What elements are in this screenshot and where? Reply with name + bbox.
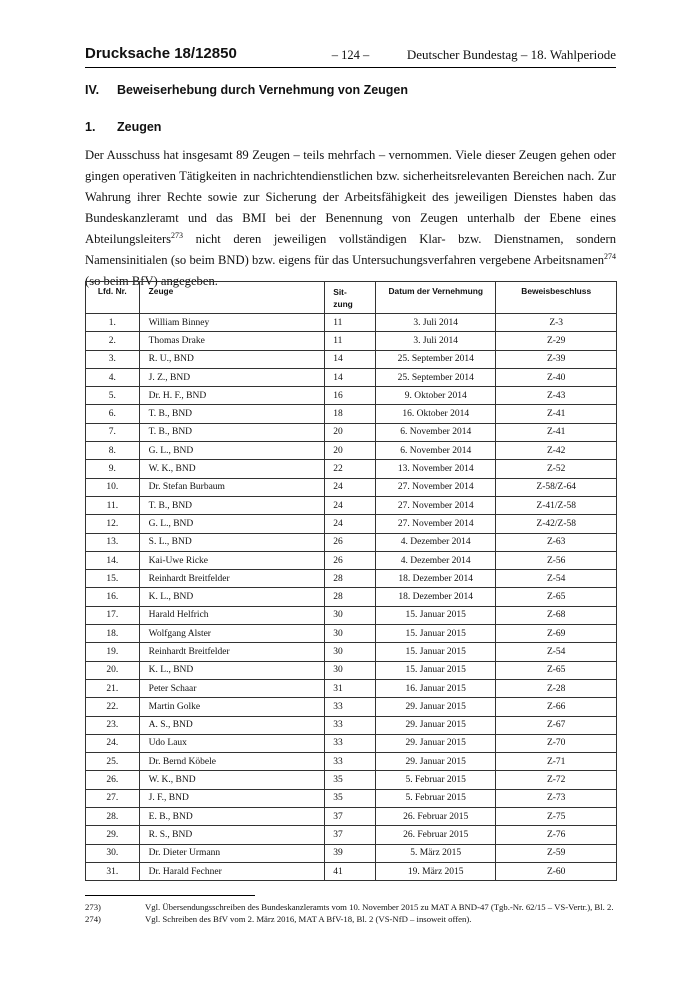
- table-row: [86, 551, 617, 569]
- cell-zeuge: Kai-Uwe Ricke: [139, 551, 325, 569]
- table-header-row: [86, 282, 617, 314]
- table-row: [86, 423, 617, 441]
- cell-sitzung: 11: [325, 314, 376, 332]
- cell-sitzung: 30: [325, 643, 376, 661]
- header-datum: Datum der Vernehmung: [376, 282, 496, 314]
- cell-lfd-nr: 8.: [86, 442, 140, 460]
- cell-beweisbeschluss: Z-41: [496, 405, 617, 423]
- cell-sitzung: 24: [325, 478, 376, 496]
- paragraph-text-3: (so beim BfV) angegeben.: [85, 274, 218, 288]
- cell-datum: 15. Januar 2015: [376, 643, 496, 661]
- cell-sitzung: 24: [325, 515, 376, 533]
- footnote-number: 274): [85, 914, 101, 924]
- cell-sitzung: 11: [325, 332, 376, 350]
- cell-beweisbeschluss: Z-59: [496, 844, 617, 862]
- cell-zeuge: Reinhardt Breitfelder: [139, 643, 325, 661]
- cell-zeuge: Peter Schaar: [139, 679, 325, 697]
- cell-zeuge: J. Z., BND: [139, 368, 325, 386]
- cell-datum: 27. November 2014: [376, 515, 496, 533]
- cell-zeuge: Dr. Harald Fechner: [139, 862, 325, 880]
- cell-lfd-nr: 6.: [86, 405, 140, 423]
- table-row: [86, 698, 617, 716]
- cell-beweisbeschluss: Z-76: [496, 826, 617, 844]
- cell-lfd-nr: 26.: [86, 771, 140, 789]
- witness-table: [85, 281, 617, 881]
- table-row: [86, 606, 617, 624]
- cell-lfd-nr: 24.: [86, 734, 140, 752]
- cell-datum: 6. November 2014: [376, 442, 496, 460]
- cell-lfd-nr: 15.: [86, 570, 140, 588]
- cell-datum: 13. November 2014: [376, 460, 496, 478]
- table-row: [86, 588, 617, 606]
- cell-zeuge: W. K., BND: [139, 460, 325, 478]
- cell-zeuge: E. B., BND: [139, 808, 325, 826]
- cell-lfd-nr: 19.: [86, 643, 140, 661]
- cell-zeuge: G. L., BND: [139, 442, 325, 460]
- cell-datum: 26. Februar 2015: [376, 826, 496, 844]
- cell-lfd-nr: 30.: [86, 844, 140, 862]
- footnote-number: 273): [85, 902, 101, 912]
- cell-datum: 5. Februar 2015: [376, 789, 496, 807]
- section-number: IV.: [85, 83, 100, 97]
- cell-datum: 19. März 2015: [376, 862, 496, 880]
- header-sitzung: Sit- zung: [325, 282, 376, 314]
- table-row: [86, 332, 617, 350]
- table-row: [86, 844, 617, 862]
- header-lfd-nr: Lfd. Nr.: [86, 282, 140, 314]
- table-row: [86, 679, 617, 697]
- table-row: [86, 496, 617, 514]
- page-number: – 124 –: [331, 48, 370, 62]
- cell-zeuge: William Binney: [139, 314, 325, 332]
- cell-beweisbeschluss: Z-3: [496, 314, 617, 332]
- cell-beweisbeschluss: Z-69: [496, 625, 617, 643]
- cell-zeuge: Dr. Bernd Köbele: [139, 753, 325, 771]
- cell-zeuge: J. F., BND: [139, 789, 325, 807]
- cell-datum: 27. November 2014: [376, 478, 496, 496]
- cell-sitzung: 26: [325, 551, 376, 569]
- cell-sitzung: 37: [325, 808, 376, 826]
- cell-datum: 29. Januar 2015: [376, 698, 496, 716]
- publisher-label: Deutscher Bundestag – 18. Wahlperiode: [406, 47, 616, 62]
- subsection-number: 1.: [85, 120, 96, 134]
- cell-sitzung: 14: [325, 368, 376, 386]
- cell-sitzung: 35: [325, 771, 376, 789]
- table-row: [86, 460, 617, 478]
- cell-beweisbeschluss: Z-58/Z-64: [496, 478, 617, 496]
- footnote-ref-273[interactable]: 273: [171, 230, 184, 240]
- table-row: [86, 716, 617, 734]
- cell-lfd-nr: 3.: [86, 350, 140, 368]
- footnote-rule: [85, 895, 255, 896]
- cell-beweisbeschluss: Z-67: [496, 716, 617, 734]
- table-row: [86, 515, 617, 533]
- cell-zeuge: Thomas Drake: [139, 332, 325, 350]
- header-beweisbeschluss: Beweisbeschluss: [496, 282, 617, 314]
- table-row: [86, 734, 617, 752]
- cell-beweisbeschluss: Z-68: [496, 606, 617, 624]
- cell-datum: 18. Dezember 2014: [376, 570, 496, 588]
- cell-datum: 6. November 2014: [376, 423, 496, 441]
- cell-sitzung: 31: [325, 679, 376, 697]
- cell-zeuge: K. L., BND: [139, 661, 325, 679]
- cell-beweisbeschluss: Z-43: [496, 387, 617, 405]
- cell-beweisbeschluss: Z-39: [496, 350, 617, 368]
- cell-lfd-nr: 20.: [86, 661, 140, 679]
- footnote-ref-274[interactable]: 274: [604, 251, 616, 261]
- cell-beweisbeschluss: Z-65: [496, 661, 617, 679]
- footnote-273: [85, 902, 625, 912]
- cell-datum: 26. Februar 2015: [376, 808, 496, 826]
- cell-datum: 29. Januar 2015: [376, 753, 496, 771]
- cell-sitzung: 35: [325, 789, 376, 807]
- footnote-text: Vgl. Übersendungsschreiben des Bundeskanzleramts vom 10. November 2015 zu MAT A BND-47 (Tgb.-Nr. 62/15 – VS-Vertr.), Bl. 2.: [145, 902, 614, 912]
- cell-datum: 16. Oktober 2014: [376, 405, 496, 423]
- cell-zeuge: Reinhardt Breitfelder: [139, 570, 325, 588]
- cell-lfd-nr: 23.: [86, 716, 140, 734]
- intro-paragraph: [85, 145, 616, 292]
- cell-lfd-nr: 13.: [86, 533, 140, 551]
- cell-lfd-nr: 22.: [86, 698, 140, 716]
- cell-sitzung: 37: [325, 826, 376, 844]
- cell-datum: 9. Oktober 2014: [376, 387, 496, 405]
- cell-datum: 15. Januar 2015: [376, 661, 496, 679]
- cell-beweisbeschluss: Z-75: [496, 808, 617, 826]
- cell-beweisbeschluss: Z-66: [496, 698, 617, 716]
- cell-zeuge: G. L., BND: [139, 515, 325, 533]
- cell-sitzung: 28: [325, 570, 376, 588]
- document-number-value: 12850: [195, 45, 237, 62]
- cell-lfd-nr: 17.: [86, 606, 140, 624]
- cell-beweisbeschluss: Z-28: [496, 679, 617, 697]
- cell-beweisbeschluss: Z-71: [496, 753, 617, 771]
- cell-datum: 15. Januar 2015: [376, 606, 496, 624]
- cell-lfd-nr: 27.: [86, 789, 140, 807]
- header-zeuge: Zeuge: [139, 282, 325, 314]
- cell-lfd-nr: 9.: [86, 460, 140, 478]
- cell-beweisbeschluss: Z-60: [496, 862, 617, 880]
- cell-sitzung: 22: [325, 460, 376, 478]
- cell-beweisbeschluss: Z-54: [496, 570, 617, 588]
- cell-zeuge: Wolfgang Alster: [139, 625, 325, 643]
- cell-lfd-nr: 16.: [86, 588, 140, 606]
- cell-lfd-nr: 2.: [86, 332, 140, 350]
- table-row: [86, 442, 617, 460]
- table-body: [86, 314, 617, 881]
- cell-lfd-nr: 25.: [86, 753, 140, 771]
- cell-datum: 5. März 2015: [376, 844, 496, 862]
- cell-zeuge: S. L., BND: [139, 533, 325, 551]
- cell-lfd-nr: 4.: [86, 368, 140, 386]
- cell-sitzung: 30: [325, 625, 376, 643]
- cell-lfd-nr: 1.: [86, 314, 140, 332]
- section-heading: [85, 83, 408, 97]
- table-row: [86, 350, 617, 368]
- cell-sitzung: 28: [325, 588, 376, 606]
- cell-beweisbeschluss: Z-41: [496, 423, 617, 441]
- cell-datum: 29. Januar 2015: [376, 716, 496, 734]
- paragraph-text-1: Der Ausschuss hat insgesamt 89 Zeugen – teils mehrfach – vernommen. Viele dieser Zeugen gehen oder gingen operativen Tätigkeiten in nachrichtendienstlichen bzw. sicherheitsrelevanten Bereichen nach. Zur Wahrung ihrer Rechte sowie zur Sicherung der Arbeitsfähigkeit des jeweiligen Dienstes haben das Bundeskanzleramt und das BMI bei der Benennung von Zeugen unterhalb der Ebene eines Abteilungsleiters: [85, 148, 616, 246]
- cell-sitzung: 16: [325, 387, 376, 405]
- table-row: [86, 808, 617, 826]
- cell-zeuge: Dr. Dieter Urmann: [139, 844, 325, 862]
- cell-sitzung: 33: [325, 698, 376, 716]
- cell-datum: 16. Januar 2015: [376, 679, 496, 697]
- footnote-text: Vgl. Schreiben des BfV vom 2. März 2016, MAT A BfV-18, Bl. 2 (VS-NfD – insoweit offen).: [145, 914, 472, 924]
- page-header: [85, 45, 616, 67]
- cell-lfd-nr: 11.: [86, 496, 140, 514]
- cell-zeuge: Udo Laux: [139, 734, 325, 752]
- cell-sitzung: 14: [325, 350, 376, 368]
- cell-zeuge: T. B., BND: [139, 496, 325, 514]
- cell-datum: 25. September 2014: [376, 350, 496, 368]
- table-row: [86, 405, 617, 423]
- cell-datum: 3. Juli 2014: [376, 332, 496, 350]
- cell-lfd-nr: 14.: [86, 551, 140, 569]
- cell-beweisbeschluss: Z-41/Z-58: [496, 496, 617, 514]
- table-row: [86, 771, 617, 789]
- cell-zeuge: W. K., BND: [139, 771, 325, 789]
- cell-zeuge: R. S., BND: [139, 826, 325, 844]
- cell-datum: 4. Dezember 2014: [376, 533, 496, 551]
- cell-sitzung: 20: [325, 423, 376, 441]
- table-row: [86, 862, 617, 880]
- table-row: [86, 789, 617, 807]
- cell-beweisbeschluss: Z-42/Z-58: [496, 515, 617, 533]
- table-row: [86, 570, 617, 588]
- cell-datum: 27. November 2014: [376, 496, 496, 514]
- cell-zeuge: T. B., BND: [139, 423, 325, 441]
- table-row: [86, 643, 617, 661]
- cell-datum: 5. Februar 2015: [376, 771, 496, 789]
- cell-beweisbeschluss: Z-56: [496, 551, 617, 569]
- table-row: [86, 314, 617, 332]
- cell-datum: 15. Januar 2015: [376, 625, 496, 643]
- section-title: Beweiserhebung durch Vernehmung von Zeugen: [117, 83, 409, 97]
- cell-sitzung: 39: [325, 844, 376, 862]
- footnote-274: [85, 914, 625, 924]
- cell-datum: 4. Dezember 2014: [376, 551, 496, 569]
- table-row: [86, 826, 617, 844]
- cell-sitzung: 30: [325, 661, 376, 679]
- cell-datum: 25. September 2014: [376, 368, 496, 386]
- cell-beweisbeschluss: Z-63: [496, 533, 617, 551]
- cell-lfd-nr: 10.: [86, 478, 140, 496]
- cell-zeuge: R. U., BND: [139, 350, 325, 368]
- cell-beweisbeschluss: Z-73: [496, 789, 617, 807]
- subsection-heading: [85, 120, 161, 134]
- cell-lfd-nr: 21.: [86, 679, 140, 697]
- table-row: [86, 753, 617, 771]
- cell-lfd-nr: 12.: [86, 515, 140, 533]
- cell-lfd-nr: 5.: [86, 387, 140, 405]
- cell-zeuge: Harald Helfrich: [139, 606, 325, 624]
- cell-datum: 18. Dezember 2014: [376, 588, 496, 606]
- subsection-title: Zeugen: [117, 120, 162, 134]
- cell-datum: 3. Juli 2014: [376, 314, 496, 332]
- table-row: [86, 661, 617, 679]
- header-rule: [85, 67, 616, 68]
- cell-sitzung: 24: [325, 496, 376, 514]
- cell-lfd-nr: 7.: [86, 423, 140, 441]
- cell-sitzung: 18: [325, 405, 376, 423]
- cell-lfd-nr: 28.: [86, 808, 140, 826]
- table-row: [86, 368, 617, 386]
- cell-sitzung: 33: [325, 734, 376, 752]
- paragraph-text-2: nicht deren jeweiligen vollständigen Klar- bzw. Dienstnamen, sondern Namensinitialen (so beim BND) bzw. eigens für das Untersuchungsverfahren vergebene Arbeitsnamen: [85, 232, 616, 267]
- cell-zeuge: Dr. Stefan Burbaum: [139, 478, 325, 496]
- cell-beweisbeschluss: Z-54: [496, 643, 617, 661]
- cell-zeuge: Martin Golke: [139, 698, 325, 716]
- table-row: [86, 387, 617, 405]
- cell-beweisbeschluss: Z-29: [496, 332, 617, 350]
- cell-beweisbeschluss: Z-72: [496, 771, 617, 789]
- cell-beweisbeschluss: Z-42: [496, 442, 617, 460]
- cell-sitzung: 33: [325, 753, 376, 771]
- cell-sitzung: 26: [325, 533, 376, 551]
- cell-lfd-nr: 31.: [86, 862, 140, 880]
- cell-zeuge: T. B., BND: [139, 405, 325, 423]
- cell-beweisbeschluss: Z-70: [496, 734, 617, 752]
- cell-beweisbeschluss: Z-40: [496, 368, 617, 386]
- cell-beweisbeschluss: Z-65: [496, 588, 617, 606]
- cell-sitzung: 41: [325, 862, 376, 880]
- cell-datum: 29. Januar 2015: [376, 734, 496, 752]
- cell-zeuge: K. L., BND: [139, 588, 325, 606]
- cell-sitzung: 30: [325, 606, 376, 624]
- cell-beweisbeschluss: Z-52: [496, 460, 617, 478]
- cell-lfd-nr: 29.: [86, 826, 140, 844]
- table-row: [86, 533, 617, 551]
- table-row: [86, 478, 617, 496]
- table-row: [86, 625, 617, 643]
- cell-zeuge: A. S., BND: [139, 716, 325, 734]
- cell-zeuge: Dr. H. F., BND: [139, 387, 325, 405]
- cell-sitzung: 33: [325, 716, 376, 734]
- cell-sitzung: 20: [325, 442, 376, 460]
- document-number-prefix: Drucksache 18/: [85, 45, 196, 62]
- cell-lfd-nr: 18.: [86, 625, 140, 643]
